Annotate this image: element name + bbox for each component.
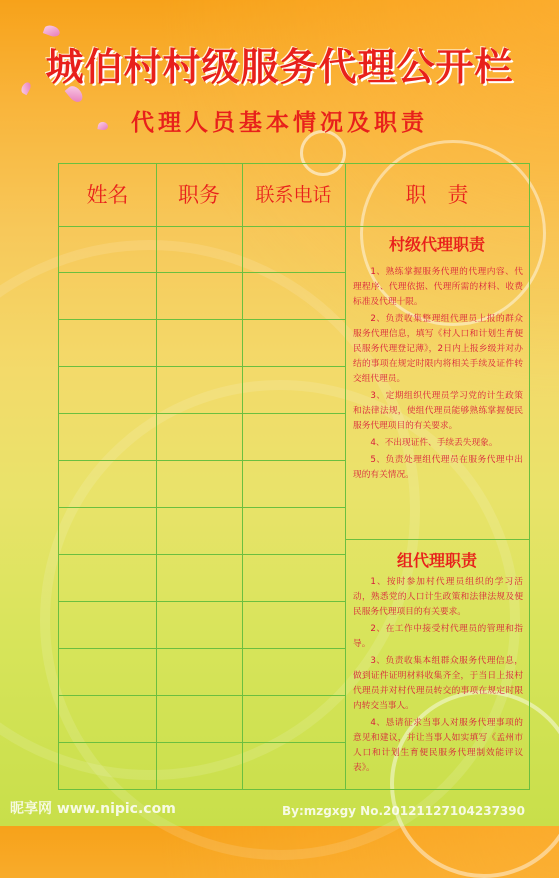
- watermark-byline: By:mzgxgy No.20121127104237390: [282, 804, 525, 818]
- village-duties-title: 村级代理职责: [388, 235, 485, 254]
- table-row-line: [59, 601, 345, 602]
- table-row-line: [59, 554, 345, 555]
- table-row-line: [59, 695, 345, 696]
- table-row-line: [59, 460, 345, 461]
- group-duty-item: 1、按时参加村代理员组织的学习活动，熟悉党的人口计生政策和法律法规及便民服务代理项目的有关要求。: [353, 577, 523, 617]
- village-duty-item: 4、不出现证件、手续丢失现象。: [370, 438, 498, 448]
- table-row-line: [59, 742, 345, 743]
- table-row-line: [59, 272, 345, 273]
- table-row-line: [59, 413, 345, 414]
- village-duty-item: 2、负责收集整理组代理员上报的群众服务代理信息，填写《村人口和计划生育便民服务代理登记薄》，2日内上报乡级并对办结的事项在规定时限内将相关手续及证件转交组代理员。: [353, 314, 523, 384]
- group-duty-item: 3、负责收集本组群众服务代理信息，做到证件证明材料收集齐全，于当日上报村代理员并对村代理员转交的事项在规定时限内转交当事人。: [353, 656, 523, 711]
- header-position: 职务: [178, 183, 220, 207]
- village-duty-item: 3、定期组织代理员学习党的计生政策和法律法规，使组代理员能够熟练掌握便民服务代理项目的有关要求。: [353, 391, 523, 431]
- header-duties: 职 责: [405, 183, 469, 207]
- table-row-line: [59, 366, 345, 367]
- table-row-line: [59, 507, 345, 508]
- page-subtitle: 代理人员基本情况及职责: [131, 110, 428, 136]
- header-phone: 联系电话: [255, 184, 332, 206]
- header-name: 姓名: [86, 183, 129, 207]
- table-row-line: [59, 319, 345, 320]
- watermark-logo: 昵享网 www.nipic.com: [10, 801, 176, 817]
- table-row-line: [59, 648, 345, 649]
- group-duty-item: 2、在工作中接受村代理员的管理和指导。: [353, 624, 523, 649]
- page-title: 城伯村村级服务代理公开栏: [45, 45, 514, 89]
- group-duty-item: 4、恳请征求当事人对服务代理事项的意见和建议，并让当事人如实填写《孟州市人口和计划生育便民服务代理制效能评议表》。: [353, 718, 523, 773]
- group-duties-title: 组代理职责: [396, 551, 477, 570]
- section-divider: [345, 539, 529, 540]
- header-divider: [59, 226, 529, 227]
- staff-table: [58, 163, 530, 790]
- village-duty-item: 5、负责处理组代理员在服务代理中出现的有关情况。: [353, 455, 523, 480]
- group-duties-section: [345, 548, 529, 778]
- village-duty-item: 1、熟练掌握服务代理的代理内容、代理程序、代理依据、代理所需的材料、收费标准及代理十限。: [353, 267, 523, 307]
- village-duties-section: [345, 232, 529, 485]
